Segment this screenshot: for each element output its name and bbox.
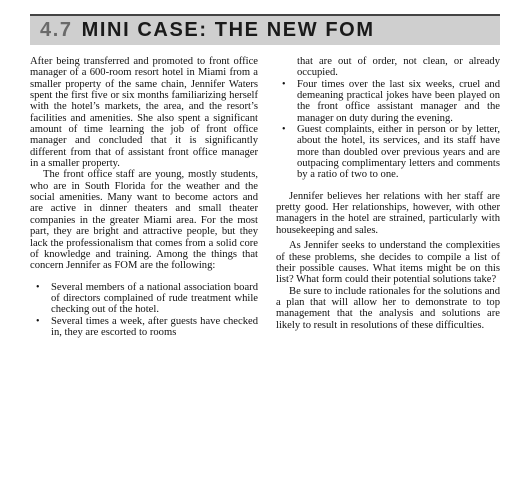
paragraph: Be sure to include rationales for the solutions and a plan that will allow her to demonstrate to top management that the analysis and solutions are likely to result in resolutions of these difficulties. [276, 285, 500, 331]
list-item [30, 282, 258, 316]
case-title: MINI CASE: THE NEW FOM [81, 19, 375, 41]
paragraph: After being transferred and promoted to front office manager of a 600-room resort hotel in Miami from a smaller property of the same chain, Jennifer Waters spent the first five or six months familiarizing herself with the hotel’s markets, the area, and the resort’s facilities and amenities. She also spent a significant amount of time learning the job of front office manager and concluded that it is significantly different from that of assistant front office manager in a smaller property. [30, 56, 258, 170]
list-item-text: Four times over the last six weeks, cruel and demeaning practical jokes have been played on the front office assistant manager and the manager on duty during the evening. [297, 78, 500, 124]
list-item-text: Several members of a national association board of directors complained of rude treatment while checking out of the hotel. [51, 281, 258, 316]
list-item-text: that are out of order, not clean, or already occupied. [297, 56, 500, 79]
right-column [276, 56, 500, 331]
section-number: 4.7 [40, 19, 73, 41]
list-item [30, 316, 258, 339]
list-item-text: Guest complaints, either in person or by letter, about the hotel, its services, and its staff have more than doubled over previous years and are outpacing complimentary letters and comments by a ratio of two to one. [297, 124, 500, 181]
list-item-text: Several times a week, after guests have checked in, they are escorted to rooms [51, 315, 258, 338]
concern-list-continued [276, 56, 500, 181]
paragraph: As Jennifer seeks to understand the complexities of these problems, she decides to compile a list of their possible causes. What items might be on this list? What form could their potential solutions take? [276, 240, 500, 286]
concern-list [30, 282, 258, 339]
paragraph: The front office staff are young, mostly students, who are in South Florida for the weather and the social amenities. Many want to become actors and are active in dinner theaters and small theater companies in the greater Miami area. For the most part, they are bright and attractive people, but they lack the professionalism that comes from a solid core of knowledge and training. Among the things that concern Jennifer as FOM are the following: [30, 169, 258, 272]
bullet-icon: • [36, 315, 40, 327]
bullet-icon: • [36, 281, 40, 293]
case-title-bar [30, 14, 500, 45]
list-item [276, 56, 500, 79]
bullet-icon: • [282, 124, 286, 136]
bullet-icon: • [282, 78, 286, 90]
list-item [276, 124, 500, 181]
list-item [276, 79, 500, 124]
paragraph: Jennifer believes her relations with her staff are pretty good. Her relationships, however, with other managers in the hotel are strained, particularly with housekeeping and sales. [276, 190, 500, 236]
left-column [30, 56, 258, 338]
